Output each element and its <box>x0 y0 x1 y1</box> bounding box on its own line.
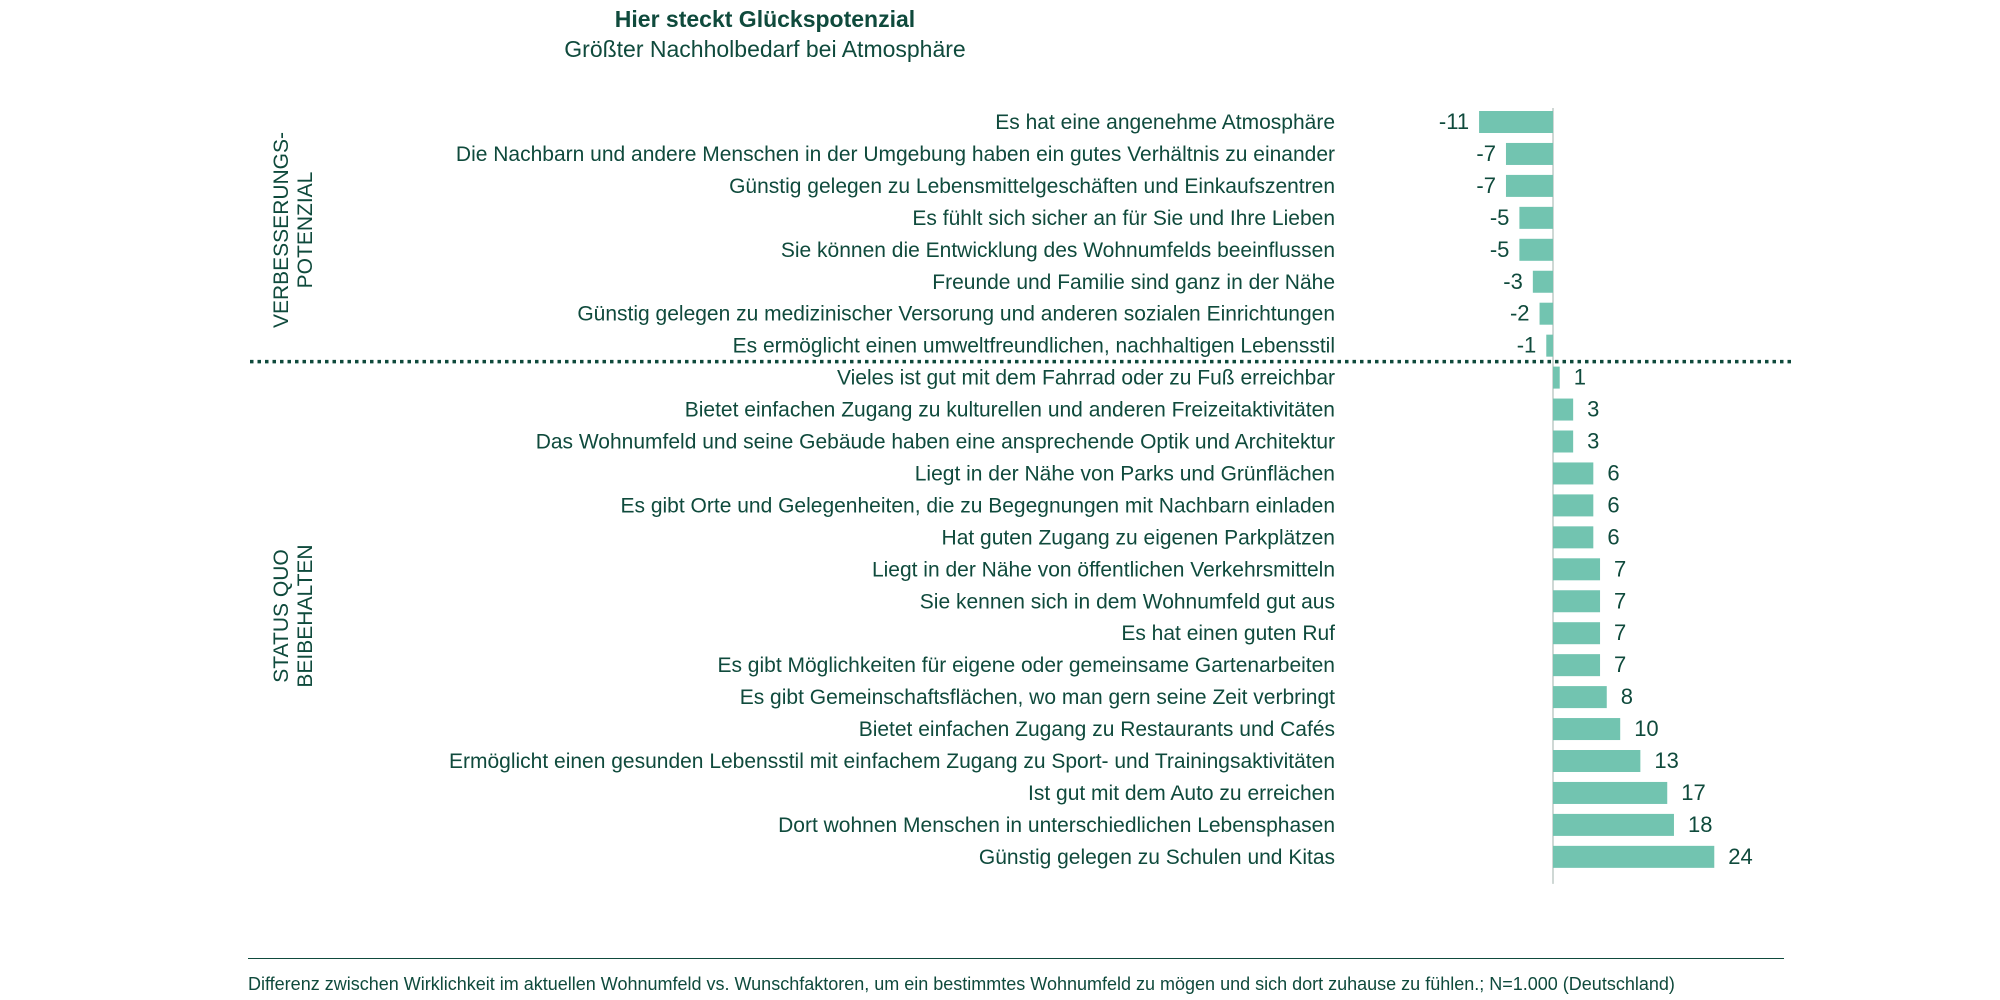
category-label: Ist gut mit dem Auto zu erreichen <box>1028 781 1335 805</box>
data-label: 3 <box>1587 428 1600 454</box>
bar <box>1553 399 1573 421</box>
data-label: 6 <box>1607 492 1620 518</box>
bar <box>1553 462 1593 484</box>
bar <box>1546 335 1553 357</box>
bar <box>1533 271 1553 293</box>
category-label: Es ermöglicht einen umweltfreundlichen, nachhaltigen Lebensstil <box>732 334 1335 358</box>
bar <box>1506 175 1553 197</box>
bars-layer <box>250 108 1792 884</box>
bar <box>1553 718 1620 740</box>
bar <box>1553 846 1714 868</box>
category-label: Es gibt Gemeinschaftsflächen, wo man gern seine Zeit verbringt <box>739 686 1335 710</box>
category-label: Günstig gelegen zu Schulen und Kitas <box>978 845 1335 869</box>
category-label: Ermöglicht einen gesunden Lebensstil mit einfachem Zugang zu Sport- und Trainingsaktivitäten <box>448 750 1335 773</box>
bar <box>1506 143 1553 165</box>
section-label-improvement-line2: POTENZIAL <box>294 171 317 289</box>
data-label: 24 <box>1728 843 1753 869</box>
bar <box>1540 303 1553 325</box>
category-label: Sie können die Entwicklung des Wohnumfelds beeinflussen <box>780 238 1335 262</box>
data-label: -3 <box>1503 268 1523 294</box>
bar <box>1553 782 1667 804</box>
bar <box>1553 590 1600 612</box>
data-label: 7 <box>1614 620 1627 646</box>
category-label: Es fühlt sich sicher an für Sie und Ihre Lieben <box>912 206 1335 230</box>
data-label: 10 <box>1634 716 1659 742</box>
data-label: 7 <box>1614 588 1627 614</box>
bar <box>1553 622 1600 644</box>
bar <box>1553 558 1600 580</box>
category-label: Liegt in der Nähe von öffentlichen Verkehrsmitteln <box>871 558 1335 582</box>
bar <box>1553 431 1573 453</box>
category-label: Es gibt Orte und Gelegenheiten, die zu Begegnungen mit Nachbarn einladen <box>620 494 1335 518</box>
category-label: Günstig gelegen zu medizinischer Versorung und anderen sozialen Einrichtungen <box>577 302 1335 326</box>
data-label: -1 <box>1516 332 1537 358</box>
category-label: Freunde und Familie sind ganz in der Nähe <box>932 270 1335 294</box>
data-label: 7 <box>1614 652 1627 678</box>
footnote-divider <box>248 958 1784 959</box>
data-label: 17 <box>1681 779 1706 805</box>
bar <box>1553 494 1593 516</box>
category-label: Hat guten Zugang zu eigenen Parkplätzen <box>941 526 1335 550</box>
data-label: 1 <box>1573 364 1586 390</box>
category-label: Bietet einfachen Zugang zu Restaurants und Cafés <box>858 718 1335 742</box>
bar <box>1553 686 1607 708</box>
data-label: -7 <box>1476 140 1496 166</box>
data-label: -11 <box>1438 109 1470 134</box>
data-label: -5 <box>1489 204 1510 230</box>
data-label: -2 <box>1509 300 1530 326</box>
chart-title: Hier steckt Glückspotenzial <box>614 6 916 32</box>
bar <box>1553 814 1674 836</box>
data-label: 3 <box>1587 396 1600 422</box>
data-label: 8 <box>1620 684 1634 710</box>
category-label: Sie kennen sich in dem Wohnumfeld gut aus <box>919 590 1335 614</box>
bar <box>1553 654 1600 676</box>
category-label: Dort wohnen Menschen in unterschiedlichen Lebensphasen <box>778 813 1335 837</box>
bar <box>1519 207 1553 229</box>
data-label: 7 <box>1614 556 1627 582</box>
bar <box>1553 367 1560 389</box>
category-label: Die Nachbarn und andere Menschen in der Umgebung haben ein gutes Verhältnis zu einander <box>455 142 1335 166</box>
category-label: Es gibt Möglichkeiten für eigene oder gemeinsame Gartenarbeiten <box>717 654 1335 678</box>
data-label: -5 <box>1489 236 1510 262</box>
bar <box>1553 526 1593 548</box>
section-label-status-quo-line1: STATUS QUO <box>270 549 293 683</box>
data-label: 6 <box>1607 524 1620 550</box>
data-label: 13 <box>1654 748 1679 773</box>
data-label: -7 <box>1476 172 1496 198</box>
section-label-improvement-line1: VERBESSERUNGS- <box>270 131 293 329</box>
category-label: Es hat einen guten Ruf <box>1121 622 1335 646</box>
section-label-status-quo-line2: BEIBEHALTEN <box>294 544 317 688</box>
category-label: Vieles ist gut mit dem Fahrrad oder zu Fuß erreichbar <box>837 366 1335 390</box>
category-label: Bietet einfachen Zugang zu kulturellen und anderen Freizeitaktivitäten <box>684 398 1335 422</box>
data-label: 18 <box>1687 811 1713 837</box>
category-label: Günstig gelegen zu Lebensmittelgeschäften und Einkaufszentren <box>729 174 1335 198</box>
category-label: Liegt in der Nähe von Parks und Grünflächen <box>914 462 1335 486</box>
chart-subtitle: Größter Nachholbedarf bei Atmosphäre <box>564 36 966 62</box>
category-label: Das Wohnumfeld und seine Gebäude haben eine ansprechende Optik und Architektur <box>535 430 1335 454</box>
data-label: 6 <box>1607 460 1620 486</box>
category-label: Es hat eine angenehme Atmosphäre <box>995 111 1335 134</box>
footnote: Differenz zwischen Wirklichkeit im aktuellen Wohnumfeld vs. Wunschfaktoren, um ein bestimmtes Wohnumfeld zu mögen und sich dort zuhause zu fühlen.; N=1.000 (Deutschland) <box>248 974 1675 994</box>
bar <box>1519 239 1553 261</box>
bar <box>1479 111 1553 133</box>
bar <box>1553 750 1640 772</box>
